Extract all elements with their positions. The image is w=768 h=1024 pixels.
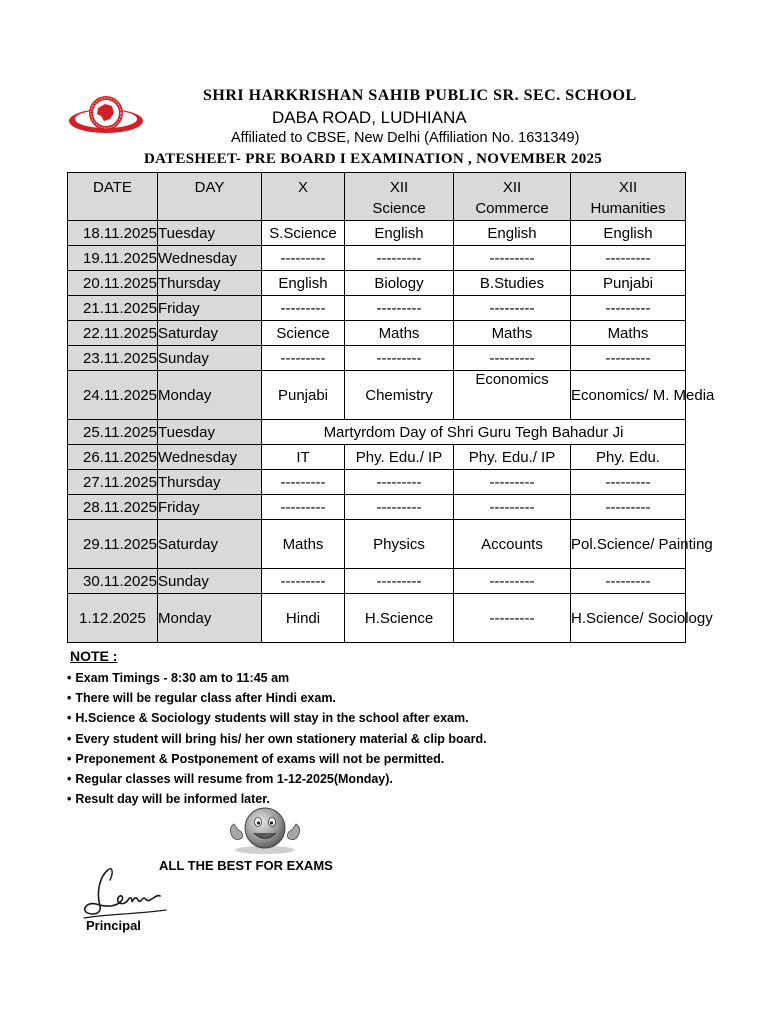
subject-xii-science: English bbox=[345, 221, 454, 246]
notes-list bbox=[67, 668, 487, 809]
subject-x: Hindi bbox=[262, 594, 345, 643]
subject-xii-humanities: H.Science/ Sociology bbox=[571, 594, 686, 643]
row-date: 26.11.2025 bbox=[68, 445, 158, 470]
subject-xii-humanities: Maths bbox=[571, 321, 686, 346]
table-row bbox=[68, 346, 686, 371]
note-item: • Exam Timings - 8:30 am to 11:45 am bbox=[67, 668, 487, 688]
note-item: • Every student will bring his/ her own stationery material & clip board. bbox=[67, 729, 487, 749]
header-xii-commerce: XII Commerce bbox=[454, 173, 571, 221]
subject-xii-commerce: --------- bbox=[454, 470, 571, 495]
subject-x: Maths bbox=[262, 520, 345, 569]
subject-x: --------- bbox=[262, 470, 345, 495]
row-day: Friday bbox=[158, 296, 262, 321]
subject-xii-science: H.Science bbox=[345, 594, 454, 643]
subject-xii-science: --------- bbox=[345, 346, 454, 371]
table-row bbox=[68, 420, 686, 445]
row-date: 25.11.2025 bbox=[68, 420, 158, 445]
row-date: 19.11.2025 bbox=[68, 246, 158, 271]
header-xii-science: XII Science bbox=[345, 173, 454, 221]
subject-xii-commerce: --------- bbox=[454, 594, 571, 643]
row-date: 23.11.2025 bbox=[68, 346, 158, 371]
subject-xii-science: --------- bbox=[345, 296, 454, 321]
subject-x: --------- bbox=[262, 246, 345, 271]
subject-xii-commerce: --------- bbox=[454, 346, 571, 371]
subject-xii-commerce: Economics bbox=[454, 371, 571, 420]
row-day: Wednesday bbox=[158, 246, 262, 271]
subject-xii-science: Maths bbox=[345, 321, 454, 346]
table-row bbox=[68, 221, 686, 246]
row-date: 22.11.2025 bbox=[68, 321, 158, 346]
subject-x: --------- bbox=[262, 346, 345, 371]
subject-xii-commerce: --------- bbox=[454, 495, 571, 520]
subject-xii-humanities: Phy. Edu. bbox=[571, 445, 686, 470]
subject-xii-commerce: --------- bbox=[454, 246, 571, 271]
note-item: • There will be regular class after Hindi exam. bbox=[67, 688, 487, 708]
table-row bbox=[68, 495, 686, 520]
subject-x: S.Science bbox=[262, 221, 345, 246]
note-item: • Regular classes will resume from 1-12-2025(Monday). bbox=[67, 769, 487, 789]
row-date: 24.11.2025 bbox=[68, 371, 158, 420]
row-day: Sunday bbox=[158, 346, 262, 371]
row-day: Sunday bbox=[158, 569, 262, 594]
subject-xii-science: Biology bbox=[345, 271, 454, 296]
subject-xii-science: Phy. Edu./ IP bbox=[345, 445, 454, 470]
row-date: 29.11.2025 bbox=[68, 520, 158, 569]
subject-x: Punjabi bbox=[262, 371, 345, 420]
row-date: 30.11.2025 bbox=[68, 569, 158, 594]
table-row bbox=[68, 594, 686, 643]
subject-xii-commerce: --------- bbox=[454, 296, 571, 321]
subject-xii-humanities: English bbox=[571, 221, 686, 246]
subject-xii-humanities: --------- bbox=[571, 346, 686, 371]
row-day: Wednesday bbox=[158, 445, 262, 470]
note-item: • H.Science & Sociology students will stay in the school after exam. bbox=[67, 708, 487, 728]
subject-xii-humanities: Punjabi bbox=[571, 271, 686, 296]
school-logo-icon bbox=[68, 94, 144, 144]
row-day: Monday bbox=[158, 371, 262, 420]
note-heading: NOTE : bbox=[70, 648, 118, 664]
row-day: Tuesday bbox=[158, 221, 262, 246]
row-date: 27.11.2025 bbox=[68, 470, 158, 495]
school-name: SHRI HARKRISHAN SAHIB PUBLIC SR. SEC. SCHOOL bbox=[203, 87, 637, 104]
subject-xii-humanities: --------- bbox=[571, 569, 686, 594]
school-address: DABA ROAD, LUDHIANA bbox=[272, 108, 467, 127]
affiliation-text: Affiliated to CBSE, New Delhi (Affiliation No. 1631349) bbox=[231, 130, 580, 146]
table-row bbox=[68, 271, 686, 296]
row-day: Thursday bbox=[158, 470, 262, 495]
row-day: Thursday bbox=[158, 271, 262, 296]
subject-xii-commerce: Phy. Edu./ IP bbox=[454, 445, 571, 470]
subject-xii-commerce: Accounts bbox=[454, 520, 571, 569]
subject-x: IT bbox=[262, 445, 345, 470]
table-row bbox=[68, 445, 686, 470]
subject-xii-science: --------- bbox=[345, 569, 454, 594]
smiley-thumbs-up-icon bbox=[222, 806, 308, 854]
header-xii-humanities: XII Humanities bbox=[571, 173, 686, 221]
subject-xii-humanities: --------- bbox=[571, 296, 686, 321]
table-row bbox=[68, 470, 686, 495]
row-date: 1.12.2025 bbox=[68, 594, 158, 643]
row-day: Saturday bbox=[158, 321, 262, 346]
row-day: Monday bbox=[158, 594, 262, 643]
subject-x: Science bbox=[262, 321, 345, 346]
subject-xii-humanities: --------- bbox=[571, 470, 686, 495]
subject-xii-science: --------- bbox=[345, 246, 454, 271]
table-header-row bbox=[68, 173, 686, 221]
subject-xii-commerce: English bbox=[454, 221, 571, 246]
subject-xii-commerce: B.Studies bbox=[454, 271, 571, 296]
row-date: 18.11.2025 bbox=[68, 221, 158, 246]
table-row bbox=[68, 371, 686, 420]
subject-xii-science: --------- bbox=[345, 470, 454, 495]
subject-xii-science: Physics bbox=[345, 520, 454, 569]
row-date: 21.11.2025 bbox=[68, 296, 158, 321]
subject-xii-science: Chemistry bbox=[345, 371, 454, 420]
best-wishes-text: ALL THE BEST FOR EXAMS bbox=[159, 858, 333, 873]
principal-signature-icon bbox=[78, 862, 170, 924]
note-item: • Preponement & Postponement of exams will not be permitted. bbox=[67, 749, 487, 769]
header-date: DATE bbox=[68, 173, 158, 221]
subject-xii-commerce: --------- bbox=[454, 569, 571, 594]
subject-x: --------- bbox=[262, 569, 345, 594]
table-row bbox=[68, 569, 686, 594]
subject-xii-humanities: --------- bbox=[571, 495, 686, 520]
table-row bbox=[68, 520, 686, 569]
table-row bbox=[68, 321, 686, 346]
subject-xii-humanities: Economics/ M. Media bbox=[571, 371, 686, 420]
subject-x: --------- bbox=[262, 495, 345, 520]
subject-xii-science: --------- bbox=[345, 495, 454, 520]
subject-xii-humanities: Pol.Science/ Painting bbox=[571, 520, 686, 569]
holiday-note: Martyrdom Day of Shri Guru Tegh Bahadur Ji bbox=[262, 420, 686, 445]
datesheet-table bbox=[67, 172, 715, 643]
subject-xii-humanities: --------- bbox=[571, 246, 686, 271]
header-class-x: X bbox=[262, 173, 345, 221]
table-row bbox=[68, 296, 686, 321]
datesheet-title: DATESHEET- PRE BOARD I EXAMINATION , NOVEMBER 2025 bbox=[144, 151, 603, 167]
subject-x: --------- bbox=[262, 296, 345, 321]
row-day: Friday bbox=[158, 495, 262, 520]
row-day: Saturday bbox=[158, 520, 262, 569]
table-row bbox=[68, 246, 686, 271]
row-date: 20.11.2025 bbox=[68, 271, 158, 296]
header-day: DAY bbox=[158, 173, 262, 221]
row-date: 28.11.2025 bbox=[68, 495, 158, 520]
row-day: Tuesday bbox=[158, 420, 262, 445]
principal-label: Principal bbox=[86, 918, 141, 933]
subject-x: English bbox=[262, 271, 345, 296]
subject-xii-commerce: Maths bbox=[454, 321, 571, 346]
note-item: • Result day will be informed later. bbox=[67, 789, 487, 809]
